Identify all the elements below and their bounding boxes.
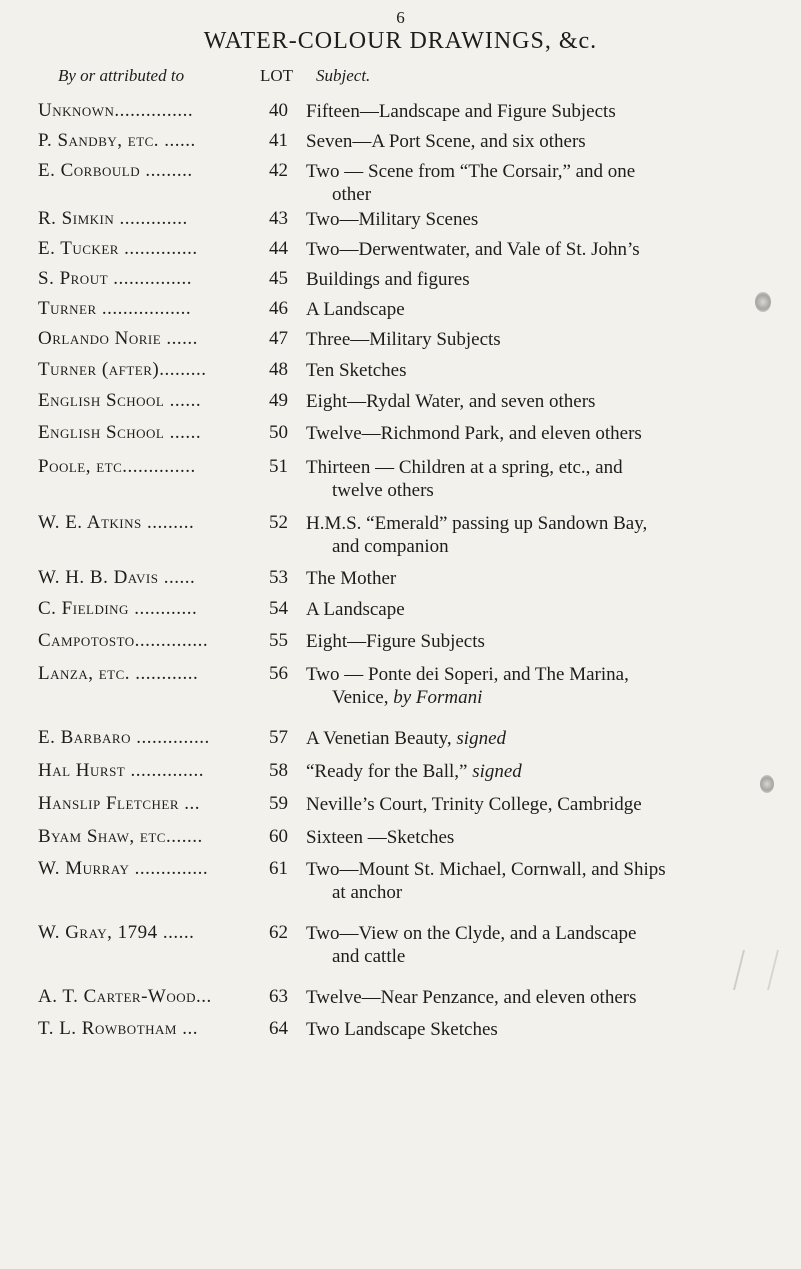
lot-number: 53	[269, 567, 288, 588]
lot-subject	[306, 328, 796, 351]
lot-subject	[306, 1018, 796, 1041]
subject-text: Sixteen —Sketches	[306, 827, 455, 848]
lot-number: 41	[269, 130, 288, 151]
lot-number: 42	[269, 160, 288, 181]
lot-subject	[306, 208, 796, 231]
lot-subject	[306, 512, 796, 558]
lot-subject	[306, 760, 796, 783]
subject-text: Two—Derwentwater, and Vale of St. John’s	[306, 239, 640, 260]
lot-subject	[306, 986, 796, 1009]
artist-name: Turner .................	[38, 298, 192, 319]
artist-name: E. Barbaro ..............	[38, 727, 210, 748]
artist-name: W. E. Atkins .........	[38, 512, 195, 533]
subject-signed: signed	[472, 761, 522, 782]
lot-number: 56	[269, 663, 288, 684]
subject-text: Twelve—Near Penzance, and eleven others	[306, 987, 637, 1008]
subject-text: The Mother	[306, 568, 397, 589]
lot-number: 63	[269, 986, 288, 1007]
page-number: 6	[396, 8, 405, 27]
subject-text: Eight—Rydal Water, and seven others	[306, 391, 596, 412]
artist-name: T. L. Rowbotham ...	[38, 1018, 198, 1039]
subject-continuation: twelve others	[332, 480, 434, 501]
subject-text: Three—Military Subjects	[306, 329, 501, 350]
lot-number: 59	[269, 793, 288, 814]
subject-continuation	[306, 686, 796, 709]
subject-continuation: other	[332, 184, 372, 205]
subject-text: Neville’s Court, Trinity College, Cambridge	[306, 794, 642, 815]
lot-number: 60	[269, 826, 288, 847]
lot-number: 49	[269, 390, 288, 411]
subject-text: Twelve—Richmond Park, and eleven others	[306, 423, 642, 444]
lot-subject	[306, 100, 796, 123]
artist-name: Lanza, etc. ............	[38, 663, 199, 684]
artist-name: R. Simkin .............	[38, 208, 188, 229]
artist-name: Campotosto..............	[38, 630, 209, 651]
page-title: WATER-COLOUR DRAWINGS, &c.	[203, 28, 598, 54]
lot-subject	[306, 238, 796, 261]
subject-text: “Ready for the Ball,”	[306, 761, 473, 782]
artist-name: Unknown...............	[38, 100, 194, 121]
paper-stain	[755, 292, 771, 312]
artist-name: C. Fielding ............	[38, 598, 198, 619]
artist-name: Hanslip Fletcher ...	[38, 793, 201, 814]
subject-continuation: at anchor	[332, 882, 403, 903]
lot-subject	[306, 630, 796, 653]
artist-name: E. Corbould .........	[38, 160, 193, 181]
artist-name: S. Prout ...............	[38, 268, 193, 289]
lot-subject	[306, 598, 796, 621]
artist-name: A. T. Carter-Wood...	[38, 986, 212, 1007]
subject-signed: signed	[456, 728, 506, 749]
lot-subject	[306, 793, 796, 816]
lot-subject	[306, 663, 796, 709]
subject-text: Thirteen — Children at a spring, etc., and	[306, 457, 623, 478]
subject-text: Two—View on the Clyde, and a Landscape	[306, 923, 637, 944]
subject-text: Two Landscape Sketches	[306, 1019, 498, 1040]
paper-stain	[760, 775, 774, 793]
artist-name: E. Tucker ..............	[38, 238, 198, 259]
subject-text: A Venetian Beauty,	[306, 728, 457, 749]
lot-number: 62	[269, 922, 288, 943]
lot-subject	[306, 130, 796, 153]
artist-name: Poole, etc..............	[38, 456, 196, 477]
lot-number: 54	[269, 598, 288, 619]
subject-text: Two — Ponte dei Soperi, and The Marina,	[306, 664, 629, 685]
lot-subject	[306, 298, 796, 321]
lot-number: 46	[269, 298, 288, 319]
artist-name: W. Gray, 1794 ......	[38, 922, 195, 943]
lot-number: 44	[269, 238, 288, 259]
lot-number: 57	[269, 727, 288, 748]
header-lot: LOT	[260, 66, 294, 85]
lot-subject	[306, 422, 796, 445]
lot-number: 48	[269, 359, 288, 380]
lot-subject	[306, 359, 796, 382]
subject-text: A Landscape	[306, 299, 405, 320]
lot-subject	[306, 922, 796, 968]
subject-text: H.M.S. “Emerald” passing up Sandown Bay,	[306, 513, 648, 534]
lot-number: 40	[269, 100, 288, 121]
lot-subject	[306, 567, 796, 590]
lot-number: 47	[269, 328, 288, 349]
lot-number: 43	[269, 208, 288, 229]
subject-text: Seven—A Port Scene, and six others	[306, 131, 586, 152]
lot-subject	[306, 826, 796, 849]
subject-text: A Landscape	[306, 599, 405, 620]
artist-name: English School ......	[38, 390, 202, 411]
artist-name: English School ......	[38, 422, 202, 443]
subject-text: Two—Mount St. Michael, Cornwall, and Ships	[306, 859, 666, 880]
subject-text: Two — Scene from “The Corsair,” and one	[306, 161, 636, 182]
subject-attribution: by Formani	[393, 687, 483, 708]
lot-subject	[306, 858, 796, 904]
lot-number: 45	[269, 268, 288, 289]
header-subject: Subject.	[316, 66, 371, 85]
header-by: By or attributed to	[58, 66, 185, 85]
artist-name: P. Sandby, etc. ......	[38, 130, 196, 151]
subject-text: Two—Military Scenes	[306, 209, 479, 230]
subject-text: Ten Sketches	[306, 360, 407, 381]
artist-name: W. Murray ..............	[38, 858, 209, 879]
artist-name: Byam Shaw, etc.......	[38, 826, 203, 847]
lot-number: 51	[269, 456, 288, 477]
subject-text: Fifteen—Landscape and Figure Subjects	[306, 101, 616, 122]
lot-number: 58	[269, 760, 288, 781]
subject-continuation: and cattle	[332, 946, 406, 967]
lot-number: 55	[269, 630, 288, 651]
subject-place: Venice,	[332, 687, 394, 708]
subject-text: Eight—Figure Subjects	[306, 631, 485, 652]
lot-subject	[306, 160, 796, 206]
subject-continuation: and companion	[332, 536, 449, 557]
lot-number: 52	[269, 512, 288, 533]
lot-number: 64	[269, 1018, 288, 1039]
artist-name: Hal Hurst ..............	[38, 760, 205, 781]
artist-name: W. H. B. Davis ......	[38, 567, 196, 588]
lot-number: 61	[269, 858, 288, 879]
lot-subject	[306, 390, 796, 413]
lot-number: 50	[269, 422, 288, 443]
lot-subject	[306, 268, 796, 291]
lot-subject	[306, 727, 796, 750]
artist-name: Turner (after).........	[38, 359, 207, 380]
subject-text: Buildings and figures	[306, 269, 470, 290]
lot-subject	[306, 456, 796, 502]
artist-name: Orlando Norie ......	[38, 328, 198, 349]
